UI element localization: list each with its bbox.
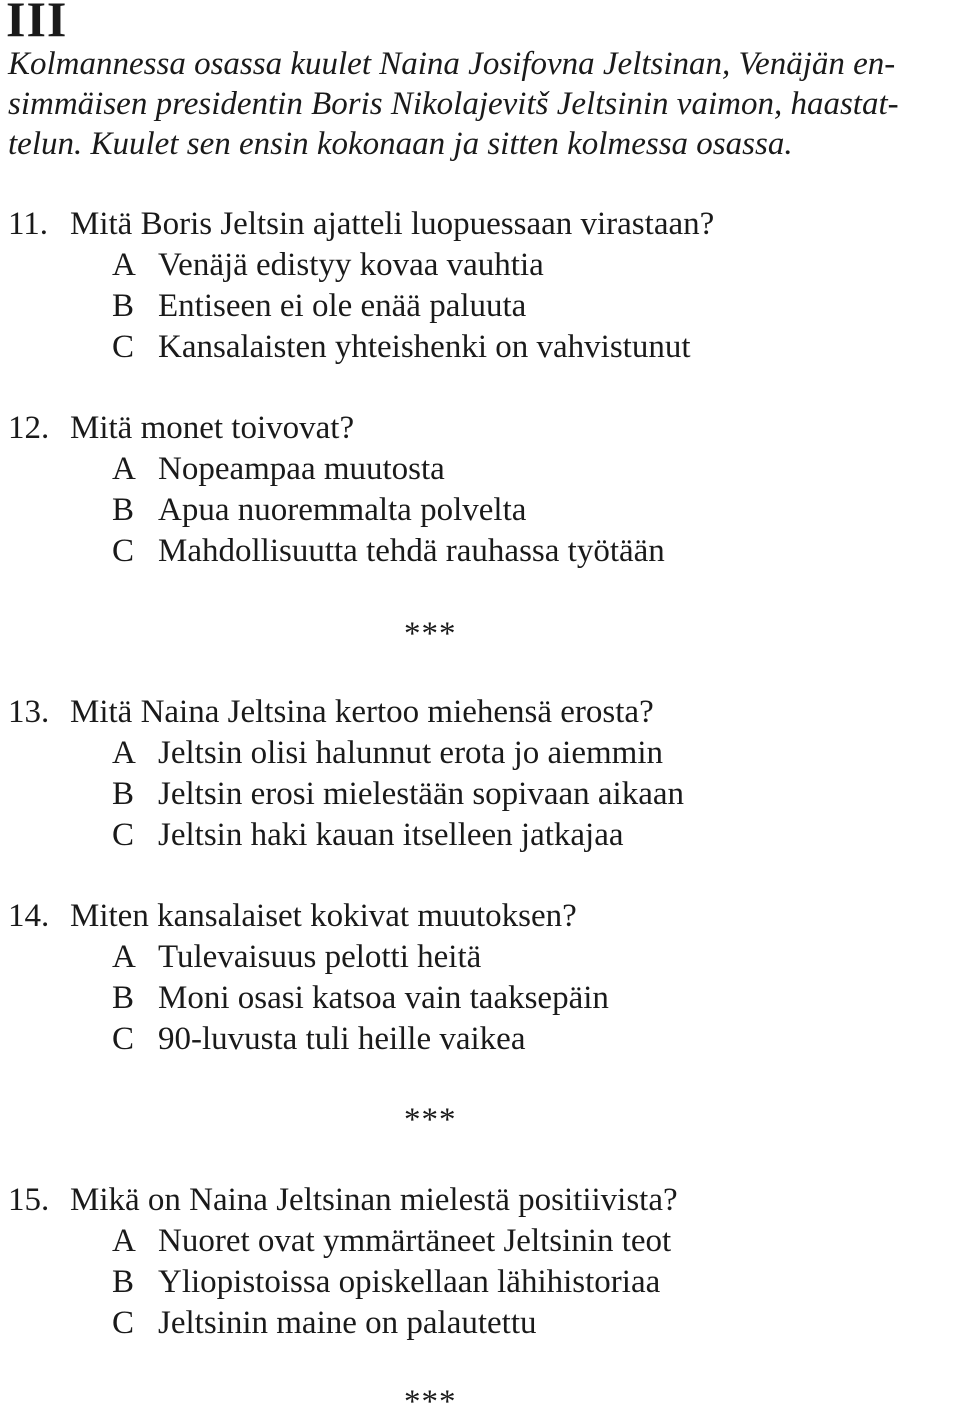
option-letter: A [112,735,136,771]
option-text: 90-luvusta tuli heille vaikea [158,1021,526,1057]
option-letter: B [112,776,135,812]
question-text: Mitä Naina Jeltsina kertoo miehensä erosta? [70,694,654,730]
question-14-option-b [112,978,609,1019]
question-14 [8,896,577,937]
question-12-option-c [112,531,665,572]
option-text: Tulevaisuus pelotti heitä [158,939,482,975]
question-13-option-c [112,815,624,856]
question-11-option-b [112,286,526,327]
option-letter: C [112,1021,135,1057]
option-letter: A [112,1223,136,1259]
question-number: 13. [8,694,50,730]
question-15-option-c [112,1303,537,1344]
option-text: Jeltsin haki kauan itselleen jatkajaa [158,817,624,853]
option-letter: C [112,533,135,569]
option-text: Mahdollisuutta tehdä rauhassa työtään [158,533,665,569]
question-12 [8,408,354,449]
option-letter: A [112,939,136,975]
option-text: Moni osasi katsoa vain taaksepäin [158,980,609,1016]
section-separator: *** [404,1384,457,1420]
question-text: Miten kansalaiset kokivat muutoksen? [70,898,577,934]
question-13 [8,692,654,733]
question-number: 14. [8,898,50,934]
question-11 [8,204,714,245]
question-11-option-a [112,245,544,286]
option-letter: B [112,1264,135,1300]
question-14-option-a [112,937,481,978]
section-title: III [6,0,68,47]
question-14-option-c [112,1019,525,1060]
question-12-option-a [112,449,445,490]
question-text: Mitä Boris Jeltsin ajatteli luopuessaan virastaan? [70,206,715,242]
question-15 [8,1180,678,1221]
option-text: Nopeampaa muutosta [158,451,445,487]
option-letter: B [112,492,135,528]
option-text: Kansalaisten yhteishenki on vahvistunut [158,329,691,365]
intro-line: Kolmannessa osassa kuulet Naina Josifovna Jeltsinan, Venäjän en- [8,46,896,82]
question-15-option-b [112,1262,660,1303]
option-text: Jeltsin olisi halunnut erota jo aiemmin [158,735,664,771]
question-number: 12. [8,410,50,446]
option-letter: B [112,288,135,324]
question-11-option-c [112,327,691,368]
question-12-option-b [112,490,526,531]
option-text: Venäjä edistyy kovaa vauhtia [158,247,544,283]
question-15-option-a [112,1221,671,1262]
option-text: Apua nuoremmalta polvelta [158,492,527,528]
question-13-option-b [112,774,684,815]
intro-text [8,44,953,164]
question-13-option-a [112,733,663,774]
question-number: 11. [8,206,49,242]
option-text: Yliopistoissa opiskellaan lähihistoriaa [158,1264,661,1300]
option-letter: C [112,329,135,365]
option-letter: A [112,451,136,487]
option-text: Jeltsinin maine on palautettu [158,1305,537,1341]
intro-line: simmäisen presidentin Boris Nikolajevitš Jeltsinin vaimon, haastat- [8,86,899,122]
option-letter: C [112,817,135,853]
option-letter: B [112,980,135,1016]
section-separator: *** [404,1102,457,1138]
question-text: Mitä monet toivovat? [70,410,355,446]
section-separator: *** [404,616,457,652]
question-number: 15. [8,1182,50,1218]
intro-line: telun. Kuulet sen ensin kokonaan ja sitten kolmessa osassa. [8,126,793,162]
option-text: Jeltsin erosi mielestään sopivaan aikaan [158,776,685,812]
option-letter: A [112,247,136,283]
option-letter: C [112,1305,135,1341]
option-text: Nuoret ovat ymmärtäneet Jeltsinin teot [158,1223,672,1259]
option-text: Entiseen ei ole enää paluuta [158,288,527,324]
question-text: Mikä on Naina Jeltsinan mielestä positiivista? [70,1182,678,1218]
